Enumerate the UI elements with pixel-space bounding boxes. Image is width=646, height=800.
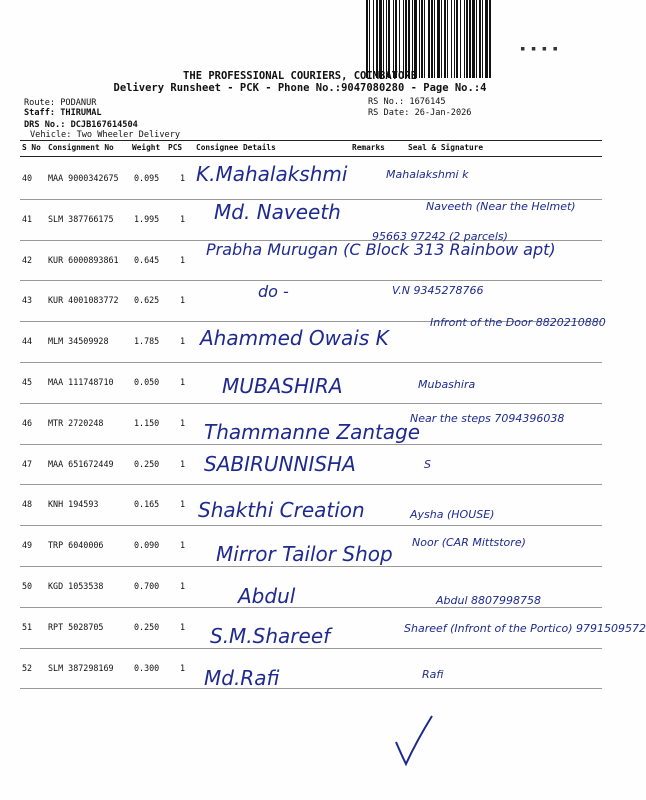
- row-consignment: SLM 387766175: [48, 213, 114, 224]
- row-pcs: 1: [180, 254, 186, 265]
- row-sno: 45: [22, 377, 33, 387]
- row-sno: 50: [22, 581, 33, 591]
- row-consignment: KUR 6000893861: [48, 254, 119, 265]
- vehicle-label: Vehicle: Two Wheeler Delivery: [30, 130, 181, 140]
- handwritten-consignee: do -: [258, 282, 289, 301]
- handwritten-consignee: Abdul: [238, 584, 296, 608]
- row-consignment: KUR 4001083772: [48, 295, 119, 306]
- handwritten-consignee: K.Mahalakshmi: [196, 162, 348, 186]
- handwritten-signature: Shareef (Infront of the Portico) 9791509572: [404, 622, 646, 635]
- row-divider: [20, 688, 602, 689]
- barcode: [366, 0, 564, 78]
- row-sno: 41: [22, 213, 33, 224]
- row-pcs: 1: [180, 458, 186, 469]
- drs-number: DRS No.: DCJB167614504: [24, 120, 138, 130]
- row-consignment: MLM 34509928: [48, 336, 109, 347]
- col-sno: S No: [22, 143, 41, 152]
- row-pcs: 1: [180, 417, 186, 428]
- handwritten-signature: Mahalakshmi k: [386, 168, 469, 181]
- row-weight: 0.090: [134, 540, 160, 551]
- col-consignee: Consignee Details: [196, 143, 276, 152]
- row-weight: 0.050: [134, 377, 160, 387]
- handwritten-consignee: Thammanne Zantage: [204, 420, 421, 444]
- row-weight: 0.250: [134, 458, 160, 469]
- row-consignment: SLM 387298169: [48, 662, 114, 673]
- row-consignment: MAA 9000342675: [48, 173, 119, 183]
- check-mark-icon: [392, 712, 452, 772]
- row-weight: 0.165: [134, 499, 160, 510]
- row-pcs: 1: [180, 295, 186, 306]
- handwritten-consignee: Shakthi Creation: [198, 498, 365, 522]
- col-pcs: PCS: [168, 143, 183, 152]
- row-sno: 51: [22, 621, 33, 632]
- handwritten-signature: Abdul 8807998758: [436, 594, 541, 607]
- row-sno: 49: [22, 540, 33, 551]
- row-weight: 1.785: [134, 336, 160, 347]
- row-weight: 0.300: [134, 662, 160, 673]
- row-sno: 47: [22, 458, 33, 469]
- row-weight: 0.645: [134, 254, 160, 265]
- handwritten-signature: Noor (CAR Mittstore): [412, 536, 526, 549]
- handwritten-signature: Near the steps 7094396038: [410, 412, 565, 425]
- row-sno: 48: [22, 499, 33, 510]
- handwritten-consignee: MUBASHIRA: [222, 374, 343, 398]
- row-sno: 44: [22, 336, 33, 347]
- row-weight: 0.250: [134, 621, 160, 632]
- table-row: [22, 648, 602, 689]
- handwritten-signature: 95663 97242 (2 parcels): [372, 230, 508, 243]
- row-weight: 0.095: [134, 173, 160, 183]
- row-consignment: KGD 1053538: [48, 581, 104, 591]
- row-pcs: 1: [180, 499, 186, 510]
- row-consignment: MTR 2720248: [48, 417, 104, 428]
- row-consignment: MAA 651672449: [48, 458, 114, 469]
- col-seal: Seal & Signature: [408, 143, 484, 152]
- rs-number: RS No.: 1676145: [368, 97, 446, 107]
- handwritten-signature: Mubashira: [418, 378, 476, 391]
- row-sno: 43: [22, 295, 33, 306]
- row-pcs: 1: [180, 377, 186, 387]
- row-consignment: MAA 111748710: [48, 377, 114, 387]
- col-remarks: Remarks: [352, 143, 385, 152]
- handwritten-consignee: SABIRUNNISHA: [204, 452, 356, 476]
- row-consignment: KNH 194593: [48, 499, 99, 510]
- staff-label: Staff: THIRUMAL: [24, 108, 102, 118]
- col-consignment: Consignment No: [48, 143, 114, 152]
- row-weight: 0.700: [134, 581, 160, 591]
- row-pcs: 1: [180, 540, 186, 551]
- handwritten-consignee: Ahammed Owais K: [200, 326, 389, 350]
- handwritten-signature: Naveeth (Near the Helmet): [426, 200, 576, 213]
- row-pcs: 1: [180, 662, 186, 673]
- row-weight: 1.150: [134, 417, 160, 428]
- row-consignment: RPT 5028705: [48, 621, 104, 632]
- row-sno: 40: [22, 173, 33, 183]
- handwritten-consignee: Md. Naveeth: [214, 200, 341, 224]
- row-weight: 1.995: [134, 213, 160, 224]
- header-bottom-rule: [20, 156, 602, 157]
- handwritten-signature: Infront of the Door 8820210880: [430, 316, 606, 329]
- handwritten-signature: S: [424, 458, 431, 471]
- handwritten-consignee: Md.Rafi: [204, 666, 280, 690]
- handwritten-consignee: Prabha Murugan (C Block 313 Rainbow apt): [206, 240, 556, 259]
- row-sno: 46: [22, 417, 33, 428]
- route-label: Route: PODANUR: [24, 98, 97, 108]
- row-pcs: 1: [180, 621, 186, 632]
- handwritten-consignee: S.M.Shareef: [210, 624, 331, 648]
- row-consignment: TRP 6040006: [48, 540, 104, 551]
- handwritten-consignee: Mirror Tailor Shop: [216, 542, 393, 566]
- handwritten-signature: Aysha (HOUSE): [410, 508, 495, 521]
- col-weight: Weight: [132, 143, 161, 152]
- row-pcs: 1: [180, 173, 186, 183]
- page-corner-marks: ▪ ▪ ▪ ▪: [520, 44, 558, 54]
- rs-date: RS Date: 26-Jan-2026: [368, 108, 472, 118]
- row-sno: 42: [22, 254, 33, 265]
- row-pcs: 1: [180, 336, 186, 347]
- handwritten-signature: V.N 9345278766: [392, 284, 484, 297]
- row-weight: 0.625: [134, 295, 160, 306]
- row-sno: 52: [22, 662, 33, 673]
- company-title: THE PROFESSIONAL COURIERS, COIMBATORE: [183, 70, 417, 82]
- runsheet-title: Delivery Runsheet - PCK - Phone No.:9047080280 - Page No.:4: [113, 82, 487, 94]
- row-pcs: 1: [180, 213, 186, 224]
- handwritten-signature: Rafi: [422, 668, 444, 681]
- row-pcs: 1: [180, 581, 186, 591]
- table-header: [22, 140, 602, 156]
